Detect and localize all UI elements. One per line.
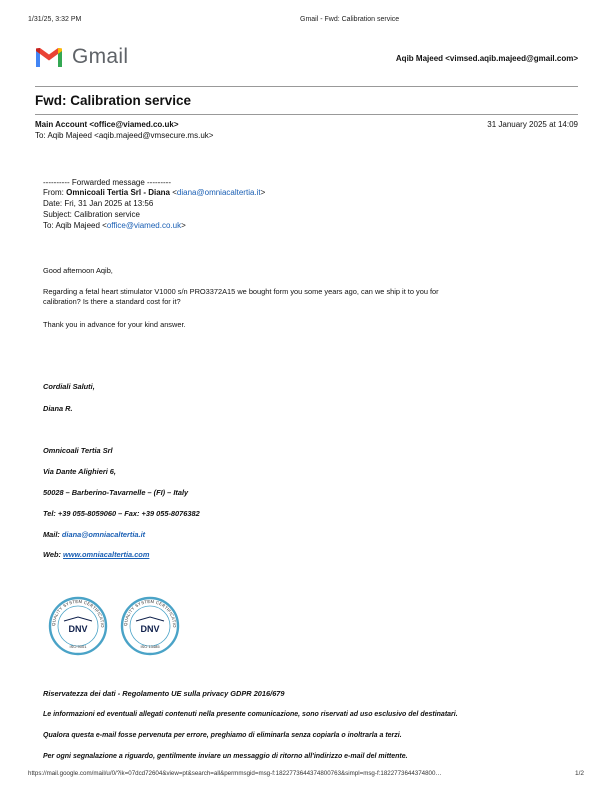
forwarded-date: Date: Fri, 31 Jan 2025 at 13:56: [43, 199, 154, 208]
gmail-m-icon: [34, 46, 64, 69]
message-to: To: Aqib Majeed <aqib.majeed@vmsecure.ms.uk>: [35, 131, 214, 140]
seal2-arc-text: QUALITY SYSTEM CERTIFICATIO: [122, 598, 178, 628]
subject-divider: [35, 114, 578, 115]
forwarded-to-label: To: Aqib Majeed: [43, 221, 100, 230]
forwarded-divider: ---------- Forwarded message ---------: [43, 178, 171, 187]
forwarded-from-email[interactable]: diana@omniacaltertia.it: [176, 188, 261, 197]
signature-name: Diana R.: [43, 404, 73, 413]
signature-closing: Cordiali Saluti,: [43, 382, 95, 391]
disclaimer-line2: Qualora questa e-mail fosse pervenuta per errore, preghiamo di eliminarla senza copiarla o inoltrarla a terzi.: [43, 732, 402, 739]
disclaimer-title: Riservatezza dei dati - Regolamento UE sulla privacy GDPR 2016/679: [43, 689, 285, 698]
footer-url: https://mail.google.com/mail/u/0/?ik=07dcd72604&view=pt&search=all&permmsgid=msg-f:1822773644374800763&simpl=msg-f:1822773644374800…: [28, 770, 442, 777]
gmail-logo: [34, 44, 134, 72]
body-paragraph-line2: calibration? Is there a standard cost for it?: [43, 297, 181, 306]
dnv-iso9001-seal: [46, 592, 110, 658]
body-greeting: Good afternoon Aqib,: [43, 266, 113, 275]
disclaimer-line3: Per ogni segnalazione a riguardo, gentilmente inviare un messaggio di ritorno all'indirizzo e-mail del mittente.: [43, 753, 408, 760]
message-date: 31 January 2025 at 14:09: [487, 120, 578, 129]
signature-city: 50028 – Barberino-Tavarnelle – (FI) – Italy: [43, 488, 189, 497]
body-thanks: Thank you in advance for your kind answer.: [43, 320, 186, 329]
signature-mail-link[interactable]: diana@omniacaltertia.it: [61, 530, 146, 539]
email-subject: Fwd: Calibration service: [35, 93, 192, 108]
print-page-title: Gmail - Fwd: Calibration service: [300, 16, 400, 23]
signature-web-label: Web:: [43, 550, 61, 559]
signature-web: [43, 550, 149, 559]
disclaimer-line1: Le informazioni ed eventuali allegati contenuti nella presente comunicazione, sono riservati ad uso esclusivo del destinatari.: [43, 711, 458, 718]
forwarded-to-email[interactable]: office@viamed.co.uk: [106, 221, 182, 230]
seal1-arc-text: QUALITY SYSTEM CERTIFICATIO: [50, 598, 106, 628]
signature-street: Via Dante Alighieri 6,: [43, 467, 116, 476]
seal2-brand: DNV: [140, 624, 160, 634]
footer-page-number: 1/2: [574, 770, 584, 777]
account-email: Aqib Majeed <vimsed.aqib.majeed@gmail.com>: [395, 54, 578, 63]
header-divider: [35, 86, 578, 87]
signature-company: Omnicoali Tertia Srl: [43, 446, 113, 455]
forwarded-from-name: Omnicoali Tertia Srl - Diana: [66, 188, 171, 197]
signature-mail-label: Mail:: [43, 530, 60, 539]
signature-mail: [43, 530, 145, 539]
gmail-wordmark: Gmail: [72, 45, 129, 68]
forwarded-subject: Subject: Calibration service: [43, 210, 140, 219]
forwarded-from-label: From:: [43, 188, 64, 197]
seal1-standard: ISO 9001: [69, 644, 87, 649]
body-paragraph-line1: Regarding a fetal heart stimulator V1000 s/n PRO3372A15 we bought form you some years ago, can we ship it to you for: [43, 287, 439, 296]
message-from-value: Main Account <office@viamed.co.uk>: [35, 120, 179, 129]
signature-web-link[interactable]: www.omniacaltertia.com: [63, 550, 150, 559]
message-from: [35, 120, 179, 129]
forwarded-to: To: Aqib Majeed <office@viamed.co.uk>: [43, 221, 186, 230]
forwarded-from: From: Omnicoali Tertia Srl - Diana <diana@omniacaltertia.it>: [43, 188, 266, 197]
dnv-iso13485-seal: [118, 592, 182, 658]
seal2-standard: ISO 13485: [140, 644, 160, 649]
signature-phone: Tel: +39 055-8059060 – Fax: +39 055-8076382: [43, 509, 200, 518]
seal1-brand: DNV: [68, 624, 88, 634]
print-datetime: 1/31/25, 3:32 PM: [28, 16, 82, 23]
